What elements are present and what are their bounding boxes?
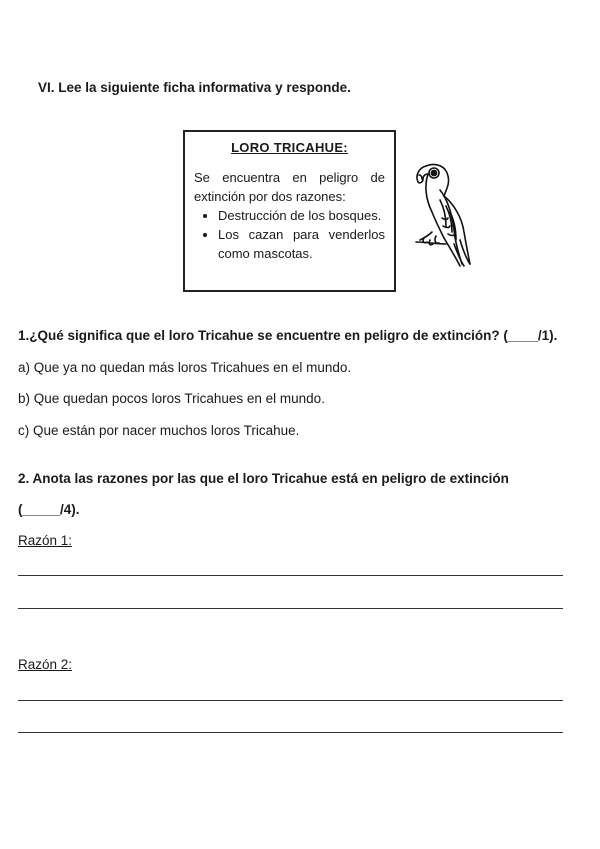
answer-line[interactable] <box>18 575 563 576</box>
reason-2-label: Razón 2: <box>18 657 73 672</box>
card-bullet: • Destrucción de los bosques. <box>218 206 385 225</box>
card-bullet: • Los cazan para venderlos como mascotas. <box>218 225 385 263</box>
option-b[interactable]: b) Que quedan pocos loros Tricahues en el mundo. <box>18 391 325 406</box>
card-body <box>194 168 385 263</box>
answer-line[interactable] <box>18 608 563 609</box>
question-2-score: (_____/4). <box>18 502 80 517</box>
question-2: 2. Anota las razones por las que el loro Tricahue está en peligro de extinción <box>18 471 509 486</box>
parrot-illustration <box>410 160 472 268</box>
reason-1-label: Razón 1: <box>18 533 73 548</box>
option-a[interactable]: a) Que ya no quedan más loros Tricahues en el mundo. <box>18 360 352 375</box>
card-intro: Se encuentra en peligro de extinción por dos razones: <box>194 170 385 204</box>
card-bullet-list <box>194 206 385 263</box>
answer-line[interactable] <box>18 700 563 701</box>
option-c[interactable]: c) Que están por nacer muchos loros Tricahue. <box>18 423 300 438</box>
answer-line[interactable] <box>18 732 563 733</box>
card-title: LORO TRICAHUE: <box>231 140 348 155</box>
section-title: VI. Lee la siguiente ficha informativa y responde. <box>38 80 351 95</box>
question-1: 1.¿Qué significa que el loro Tricahue se encuentre en peligro de extinción? (____/1). <box>18 328 558 343</box>
info-card <box>183 130 396 292</box>
